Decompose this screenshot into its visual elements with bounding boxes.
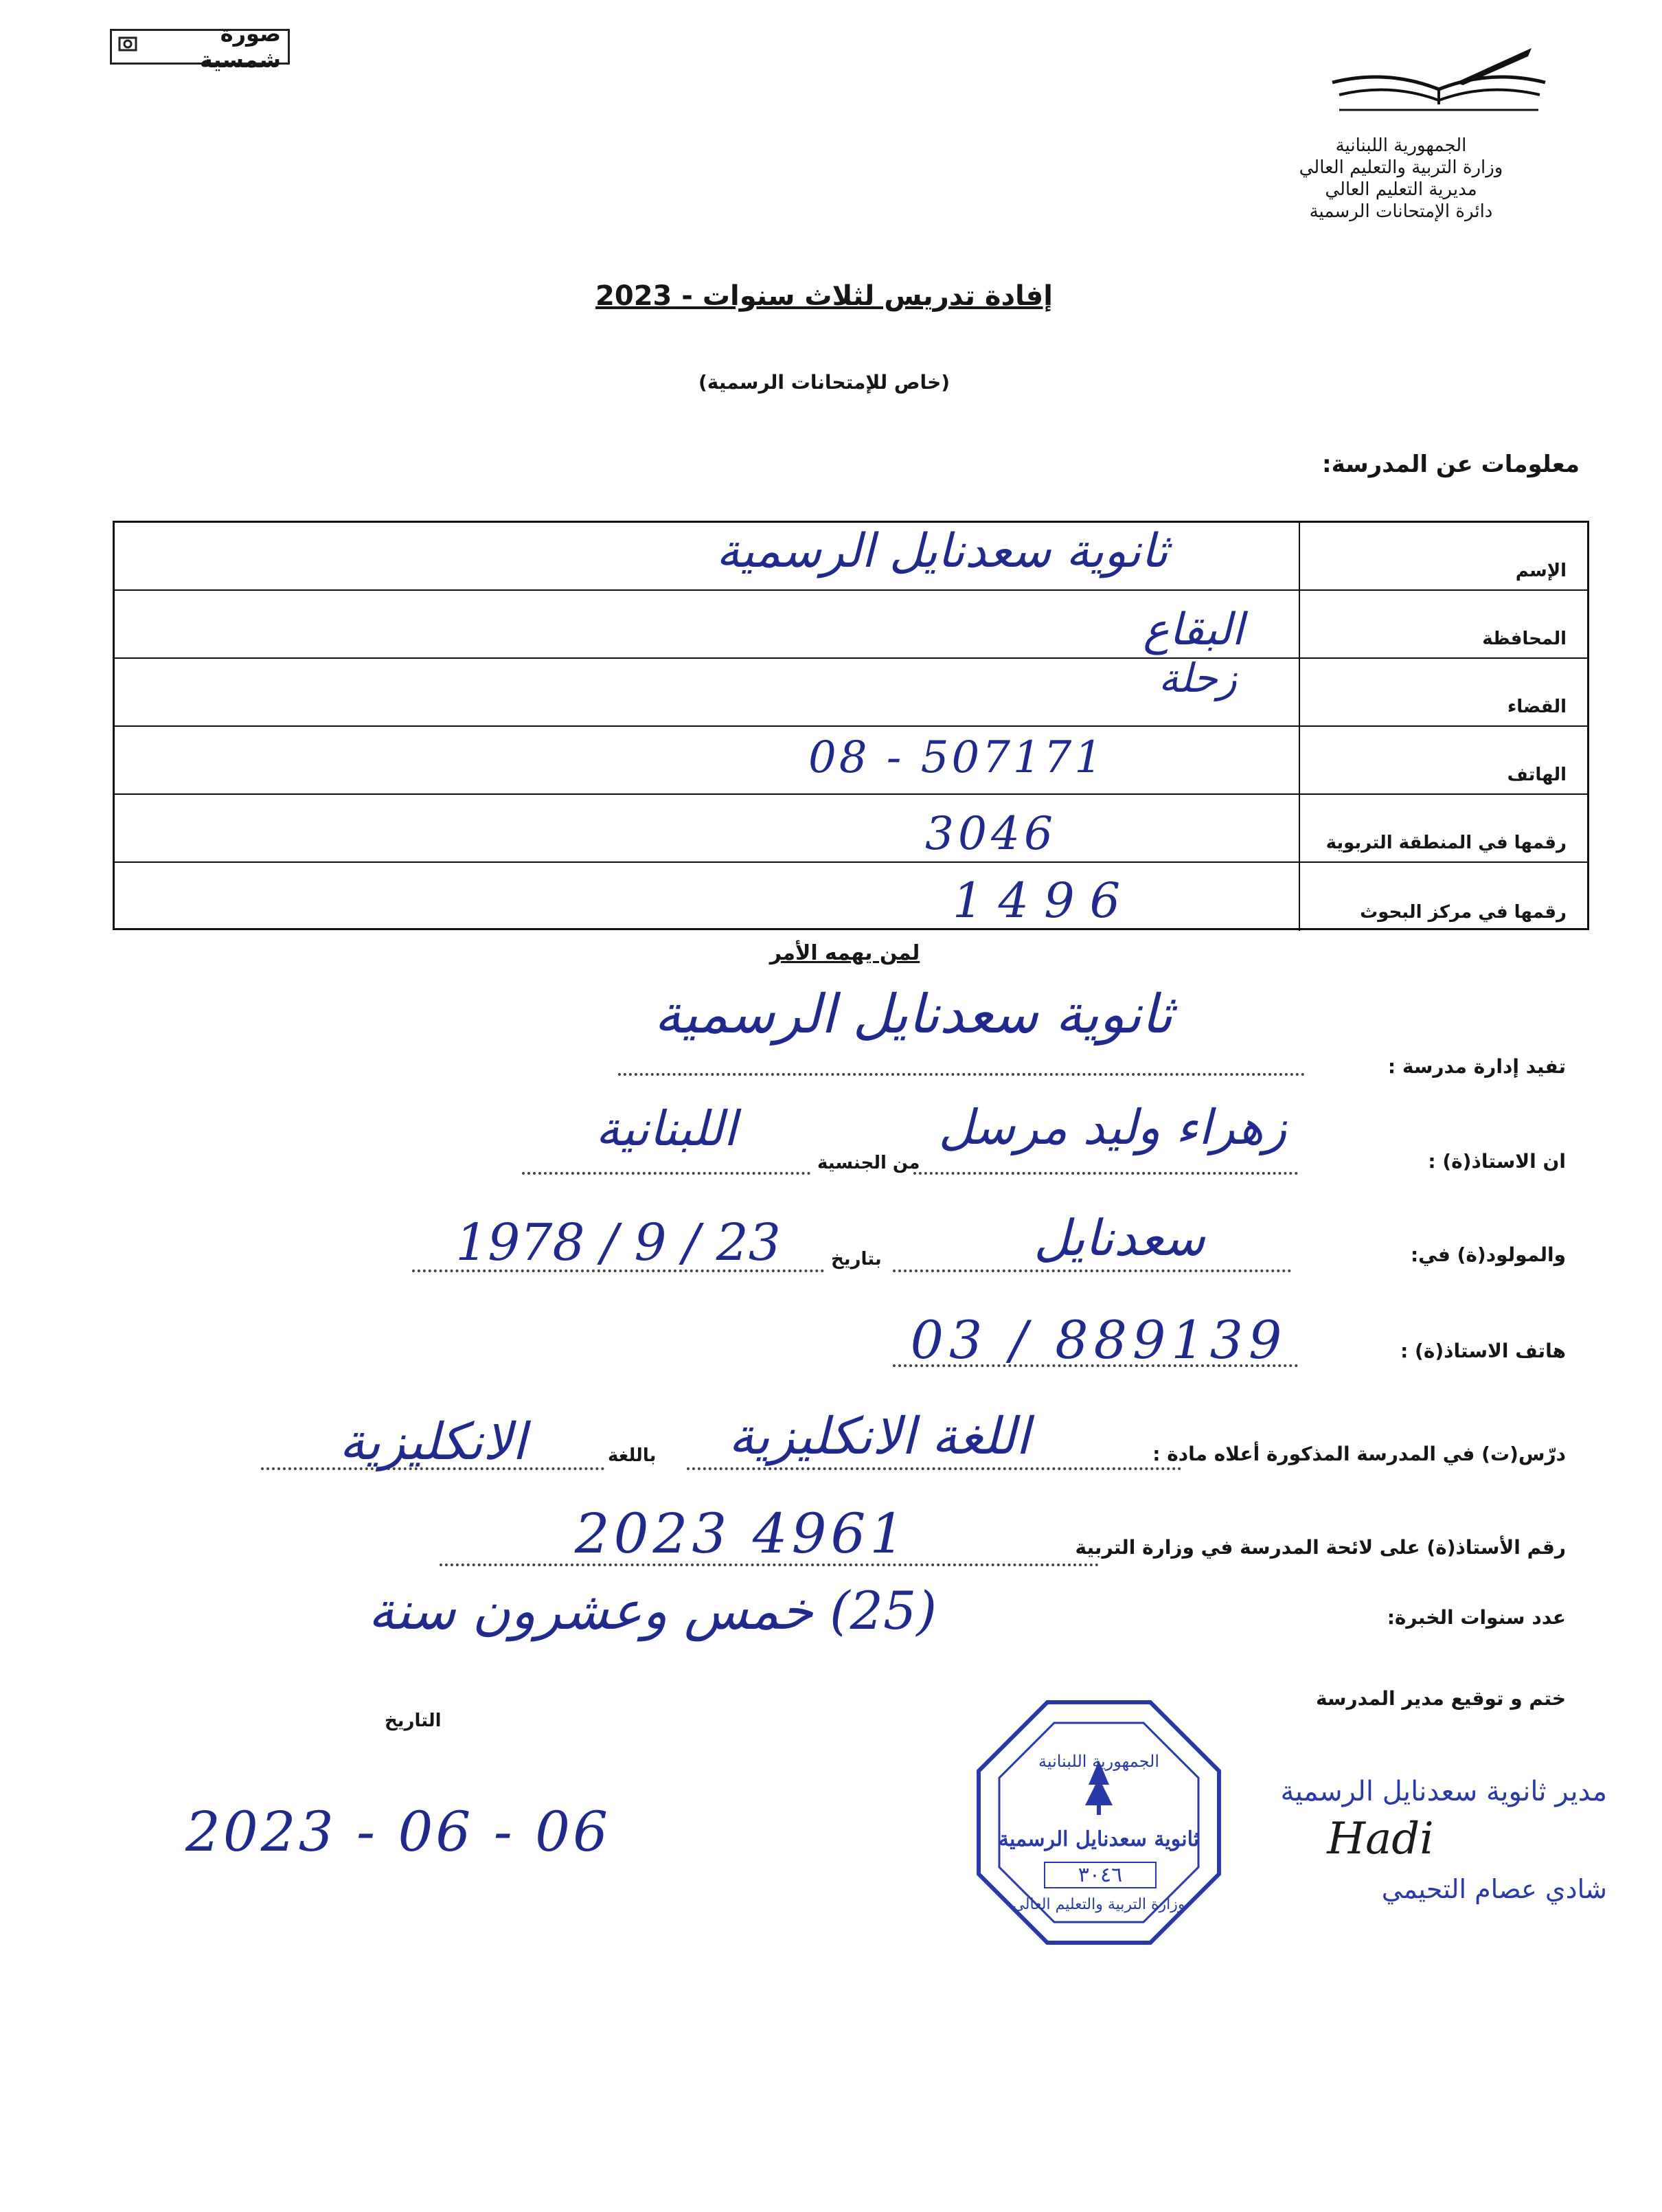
born-label: والمولود(ة) في: [1410,1243,1566,1266]
language-value: الانكليزية [339,1412,527,1471]
ministry-line: دائرة الإمتحانات الرسمية [1309,201,1493,222]
row-value-cell [115,523,1299,589]
stamp-school-name: ثانوية سعدنايل الرسمية [998,1827,1200,1851]
teacher-label: ان الاستاذ(ة) : [1428,1150,1566,1173]
row-label-phone: الهاتف [1299,727,1587,793]
teacher-phone-label: هاتف الاستاذ(ة) : [1400,1340,1566,1362]
signature-label: ختم و توقيع مدير المدرسة [1315,1687,1566,1710]
row-value-cell [115,591,1299,657]
table-row [115,655,1587,727]
school-phone-value: 08 - 507171 [808,732,1106,783]
date-label: بتاريخ [831,1249,882,1269]
ministry-logo-icon [1325,41,1552,131]
table-row [115,727,1587,795]
row-label-district: القضاء [1299,659,1587,725]
row-label-regional-number: رقمها في المنطقة التربوية [1299,795,1587,861]
research-center-number-value: 1496 [953,872,1136,929]
school-info-heading: معلومات عن المدرسة: [1322,451,1580,478]
district-value: زحلة [1158,655,1237,701]
stamp-number: ٣٠٤٦ [1044,1862,1157,1888]
experience-label: عدد سنوات الخبرة: [1387,1606,1566,1629]
stamp-bottom-text: وزارة التربية والتعليم العالي [1012,1896,1185,1913]
row-value-cell [115,655,1299,725]
dotted-line [687,1467,1181,1470]
to-whom-heading: لمن يهمه الأمر [769,941,920,965]
row-value-cell [115,863,1299,931]
birthplace-value: سعدنايل [1034,1209,1205,1267]
photo-placeholder-box [110,21,290,73]
language-label: باللغة [608,1445,657,1466]
school-admin-value: ثانوية سعدنايل الرسمية [654,984,1173,1046]
ministry-line: الجمهورية اللبنانية [1335,135,1467,156]
principal-signature: Hadi [1327,1814,1434,1864]
teacher-phone-value: 03 / 889139 [910,1309,1288,1370]
birth-date-value: 23 / 9 / 1978 [455,1213,781,1272]
ministry-line: مديرية التعليم العالي [1325,179,1477,200]
row-label-governorate: المحافظة [1299,591,1587,657]
dotted-line [522,1172,810,1175]
issue-date-value: 2023 - 06 - 06 [185,1800,611,1864]
document-title: إفادة تدريس لثلاث سنوات - 2023 [595,280,1053,312]
dotted-line [913,1172,1298,1175]
nationality-label: من الجنسية [817,1153,920,1173]
table-row [115,795,1587,863]
governorate-value: البقاع [1143,605,1244,655]
dotted-line [893,1269,1291,1272]
document-subtitle: (خاص للإمتحانات الرسمية) [698,371,950,394]
row-value-cell [115,727,1299,793]
experience-value: (25) خمس وعشرون سنة [368,1580,937,1641]
row-label-research-center-number: رقمها في مركز البحوث [1299,863,1587,931]
principal-title: مدير ثانوية سعدنايل الرسمية [1280,1776,1607,1807]
ministry-line: وزارة التربية والتعليم العالي [1299,157,1503,178]
date-heading: التاريخ [385,1711,442,1731]
stamp-top-text: الجمهورية اللبنانية [1038,1752,1160,1771]
teacher-name-value: زهراء وليد مرسل [938,1099,1287,1155]
photo-icon [117,34,138,60]
nationality-value: اللبنانية [595,1101,737,1157]
photo-label: صورة شمسية [200,21,281,73]
table-row [115,863,1587,931]
teacher-number-label: رقم الأستاذ(ة) على لائحة المدرسة في وزارة التربية [1075,1536,1566,1559]
ministry-header-block [1243,135,1559,223]
row-value-cell [115,795,1299,861]
teacher-number-value: 2023 4961 [574,1502,909,1566]
row-label-name: الإسم [1299,523,1587,589]
principal-name: شادي عصام التحيمي [1381,1874,1607,1904]
subject-label: درّس(ت) في المدرسة المذكورة أعلاه مادة : [1152,1443,1566,1465]
school-admin-label: تفيد إدارة مدرسة : [1387,1055,1566,1078]
subject-value: اللغة الانكليزية [728,1407,1030,1466]
dotted-line [618,1073,1305,1076]
table-row [115,591,1587,659]
regional-number-value: 3046 [925,807,1057,860]
school-name-value: ثانوية سعدنايل الرسمية [716,524,1168,578]
table-row [115,523,1587,591]
school-info-table [113,521,1589,930]
